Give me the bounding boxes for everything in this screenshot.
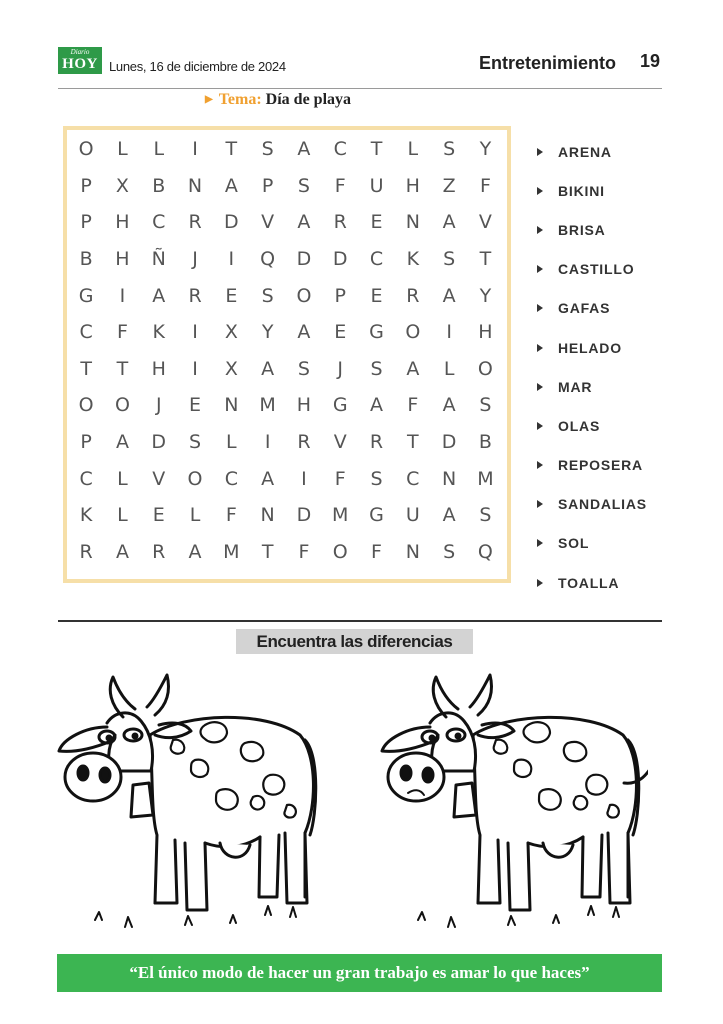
grid-letter: R (297, 431, 311, 454)
grid-letter: A (297, 211, 311, 234)
word-list-item (537, 524, 647, 563)
word-list-item (537, 446, 647, 485)
word-label: HELADO (558, 339, 622, 356)
grid-letter: K (406, 248, 420, 271)
grid-letter: P (261, 174, 274, 197)
grid-letter: K (79, 504, 93, 527)
grid-letter: D (296, 504, 312, 527)
grid-letter: S (297, 174, 310, 197)
grid-letter: E (189, 394, 202, 417)
word-label: BIKINI (558, 182, 605, 199)
grid-letter: O (332, 540, 348, 563)
grid-letter: O (187, 467, 203, 490)
triangle-bullet-icon (537, 187, 543, 195)
word-list-item (537, 328, 647, 367)
grid-letter: E (152, 504, 165, 527)
grid-letter: S (370, 357, 383, 380)
grid-letter: I (228, 248, 235, 271)
grid-letter: J (192, 248, 198, 271)
grid-letter: F (479, 174, 491, 197)
quote-text: “El único modo de hacer un gran trabajo es amar lo que haces” (129, 963, 590, 982)
grid-letter: D (441, 431, 457, 454)
issue-date: Lunes, 16 de diciembre de 2024 (109, 59, 286, 74)
grid-letter: Y (261, 321, 274, 344)
grid-letter: A (115, 540, 129, 563)
word-search-theme (205, 91, 351, 109)
grid-letter: U (405, 504, 420, 527)
triangle-bullet-icon (537, 383, 543, 391)
word-label: CASTILLO (558, 261, 635, 278)
grid-letter: T (479, 248, 492, 271)
grid-letter: R (79, 540, 93, 563)
grid-letter: G (369, 321, 384, 344)
newspaper-logo: Diario HOY (58, 47, 102, 74)
grid-letter: B (478, 431, 492, 454)
word-label: SOL (558, 535, 590, 552)
page-header (58, 47, 662, 87)
grid-letter: A (297, 138, 311, 161)
grid-letter: A (370, 394, 384, 417)
word-list-item (537, 210, 647, 249)
grid-letter: M (259, 394, 276, 417)
grid-letter: N (187, 174, 203, 197)
word-list (537, 132, 647, 602)
grid-letter: L (226, 431, 237, 454)
grid-letter: X (224, 321, 238, 344)
grid-letter: Y (479, 138, 492, 161)
grid-letter: E (370, 284, 383, 307)
grid-letter: O (78, 138, 94, 161)
section-divider (58, 620, 662, 622)
grid-letter: R (152, 540, 166, 563)
grid-letter: X (224, 357, 238, 380)
grid-letter: O (296, 284, 312, 307)
grid-letter: M (477, 467, 494, 490)
word-search-grid (68, 131, 504, 576)
grid-letter: T (261, 540, 274, 563)
grid-letter: T (370, 138, 383, 161)
grid-letter: H (296, 394, 312, 417)
grid-letter: L (407, 138, 419, 161)
grid-letter: A (406, 357, 420, 380)
grid-letter: G (78, 284, 94, 307)
grid-letter: V (333, 431, 347, 454)
grid-letter: C (333, 138, 347, 161)
grid-letter: N (224, 394, 239, 417)
grid-letter: P (80, 174, 92, 197)
grid-letter: H (405, 174, 420, 197)
grid-letter: S (297, 357, 310, 380)
word-list-item (537, 367, 647, 406)
grid-letter: A (442, 211, 456, 234)
grid-letter: P (334, 284, 346, 307)
grid-letter: J (337, 357, 344, 380)
word-list-item (537, 132, 647, 171)
grid-letter: G (332, 394, 348, 417)
grid-letter: F (371, 540, 382, 563)
grid-letter: Q (477, 540, 493, 563)
word-list-item (537, 289, 647, 328)
grid-letter: L (443, 357, 455, 380)
grid-letter: A (261, 357, 275, 380)
triangle-bullet-icon: ▶ (205, 94, 213, 105)
grid-letter: E (225, 284, 238, 307)
quote-banner (57, 954, 662, 992)
grid-letter: L (189, 504, 201, 527)
grid-letter: E (370, 211, 383, 234)
grid-letter: N (442, 467, 457, 490)
section-title: Entretenimiento (479, 53, 617, 73)
grid-letter: R (188, 211, 202, 234)
grid-letter: I (192, 321, 198, 344)
grid-letter: C (406, 467, 420, 490)
grid-letter: L (153, 138, 165, 161)
grid-letter: S (443, 248, 456, 271)
grid-letter: R (333, 211, 347, 234)
grid-letter: D (332, 248, 348, 271)
triangle-bullet-icon (537, 422, 543, 430)
triangle-bullet-icon (537, 265, 543, 273)
grid-letter: I (301, 467, 307, 490)
grid-letter: A (224, 174, 238, 197)
cow-illustration-left (55, 665, 325, 940)
word-list-item (537, 485, 647, 524)
grid-letter: D (296, 248, 312, 271)
grid-letter: T (407, 431, 419, 454)
grid-letter: S (443, 540, 456, 563)
word-label: REPOSERA (558, 457, 643, 474)
grid-letter: F (334, 174, 346, 197)
grid-letter: N (260, 504, 275, 527)
grid-letter: I (264, 431, 271, 454)
word-list-item (537, 406, 647, 445)
grid-letter: O (477, 357, 493, 380)
grid-letter: S (370, 467, 383, 490)
grid-letter: P (80, 211, 92, 234)
triangle-bullet-icon (537, 461, 543, 469)
grid-letter: C (369, 248, 384, 271)
grid-letter: F (334, 467, 346, 490)
grid-letter: Y (479, 284, 492, 307)
grid-letter: O (78, 394, 94, 417)
grid-letter: A (442, 394, 456, 417)
grid-letter: F (116, 321, 128, 344)
cow-illustration-right (378, 665, 648, 940)
grid-letter: N (405, 540, 420, 563)
grid-letter: H (478, 321, 493, 344)
page-number: 19 (640, 51, 661, 71)
grid-letter: A (152, 284, 166, 307)
grid-letter: A (297, 321, 311, 344)
grid-letter: H (115, 211, 130, 234)
grid-letter: T (225, 138, 238, 161)
grid-letter: A (442, 504, 456, 527)
grid-letter: T (80, 357, 92, 380)
grid-letter: R (406, 284, 420, 307)
grid-letter: A (261, 467, 275, 490)
word-label: GAFAS (558, 300, 611, 317)
grid-letter: D (151, 431, 167, 454)
word-list-item (537, 171, 647, 210)
grid-letter: C (224, 467, 238, 490)
grid-letter: V (152, 467, 166, 490)
grid-letter: X (115, 174, 129, 197)
triangle-bullet-icon (537, 226, 543, 234)
grid-letter: A (115, 431, 129, 454)
triangle-bullet-icon (537, 304, 543, 312)
word-label: TOALLA (558, 574, 620, 591)
grid-letter: C (79, 321, 93, 344)
grid-letter: O (405, 321, 421, 344)
grid-letter: M (332, 504, 349, 527)
grid-letter: J (155, 394, 162, 417)
header-divider (58, 88, 662, 89)
triangle-bullet-icon (537, 148, 543, 156)
triangle-bullet-icon (537, 344, 543, 352)
grid-letter: S (443, 138, 456, 161)
word-label: OLAS (558, 417, 601, 434)
grid-letter: M (223, 540, 240, 563)
grid-letter: U (369, 174, 384, 197)
grid-letter: S (261, 138, 274, 161)
grid-letter: Q (260, 248, 276, 271)
grid-letter: S (189, 431, 202, 454)
triangle-bullet-icon (537, 579, 543, 587)
grid-letter: I (192, 357, 198, 380)
grid-letter: V (261, 211, 275, 234)
grid-letter: L (117, 504, 128, 527)
grid-letter: H (151, 357, 166, 380)
grid-letter: A (442, 284, 456, 307)
grid-letter: E (334, 321, 347, 344)
word-label: MAR (558, 378, 593, 395)
grid-letter: I (119, 284, 126, 307)
grid-letter: B (152, 174, 166, 197)
grid-letter: D (224, 211, 239, 234)
theme-label: Tema: (218, 91, 262, 108)
theme-value: Día de playa (265, 91, 352, 108)
grid-letter: S (479, 394, 492, 417)
grid-letter: I (446, 321, 452, 344)
grid-letter: Z (442, 174, 456, 197)
triangle-bullet-icon (537, 500, 543, 508)
differences-title: Encuentra las diferencias (236, 629, 473, 654)
word-label: BRISA (558, 221, 606, 238)
grid-letter: S (479, 504, 492, 527)
grid-letter: S (261, 284, 274, 307)
grid-letter: F (225, 504, 237, 527)
grid-letter: F (298, 540, 310, 563)
grid-letter: T (116, 357, 129, 380)
grid-letter: G (369, 504, 384, 527)
grid-letter: L (117, 467, 128, 490)
grid-letter: V (478, 211, 492, 234)
word-list-item (537, 250, 647, 289)
grid-letter: N (405, 211, 420, 234)
grid-letter: R (188, 284, 202, 307)
grid-letter: K (152, 321, 165, 344)
grid-letter: C (152, 211, 166, 234)
grid-letter: L (117, 138, 128, 161)
grid-letter: P (80, 431, 92, 454)
word-list-item (537, 563, 647, 602)
grid-letter: C (79, 467, 93, 490)
grid-letter: H (115, 248, 130, 271)
grid-letter: R (369, 431, 384, 454)
word-label: ARENA (558, 143, 612, 160)
grid-letter: I (192, 138, 198, 161)
grid-letter: F (407, 394, 419, 417)
word-label: SANDALIAS (558, 496, 647, 513)
triangle-bullet-icon (537, 539, 543, 547)
grid-letter: Ñ (151, 248, 166, 271)
grid-letter: B (79, 248, 93, 271)
grid-letter: A (188, 540, 202, 563)
grid-letter: O (114, 394, 130, 417)
